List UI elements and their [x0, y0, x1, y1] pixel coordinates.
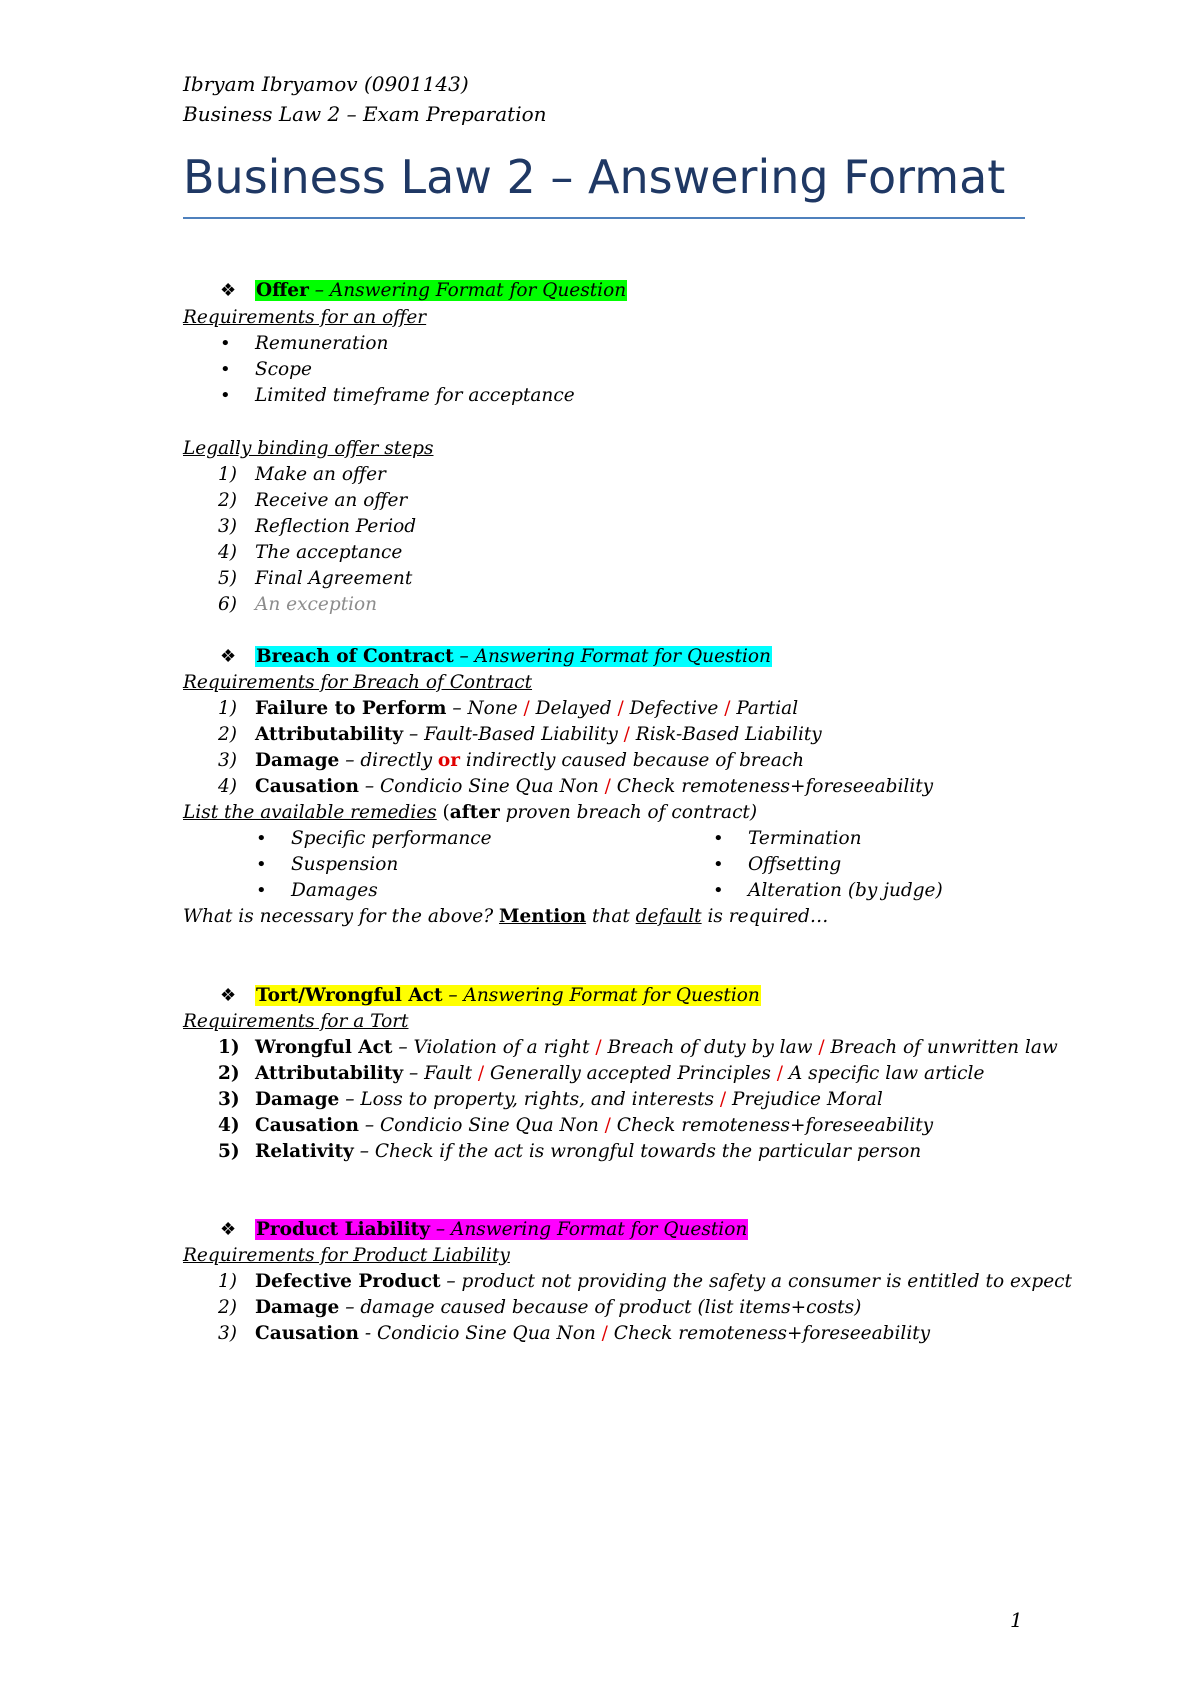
list-number: 3)	[218, 516, 237, 537]
list-number: 1)	[218, 464, 237, 485]
bullet-icon: •	[256, 828, 267, 849]
tort-requirements-title: Requirements for a Tort	[183, 1011, 409, 1032]
breach-requirements-title: Requirements for Breach of Contract	[183, 672, 533, 693]
bullet-icon: •	[220, 359, 231, 380]
list-item: Attributability – Fault-Based Liability / Risk-Based Liability	[255, 724, 822, 745]
list-item: Scope	[255, 359, 312, 380]
list-number: 2)	[218, 490, 237, 511]
header-author: Ibryam Ibryamov (0901143)	[183, 72, 469, 96]
offer-requirements-title: Requirements for an offer	[183, 307, 427, 328]
header-course: Business Law 2 – Exam Preparation	[183, 102, 547, 126]
page-title: Business Law 2 – Answering Format	[183, 150, 1006, 204]
list-number: 1)	[218, 698, 237, 719]
list-item: Specific performance	[291, 828, 492, 849]
list-item: Receive an offer	[255, 490, 408, 511]
diamond-bullet-icon: ❖	[220, 646, 237, 667]
list-number: 3)	[218, 1323, 237, 1344]
list-number: 2)	[218, 724, 237, 745]
list-number: 3)	[218, 1089, 240, 1110]
offer-steps-title: Legally binding offer steps	[183, 438, 434, 459]
page-number: 1	[1010, 1608, 1023, 1632]
list-number: 1)	[218, 1271, 237, 1292]
list-number: 6)	[218, 594, 237, 615]
list-item: Causation - Condicio Sine Qua Non / Check remoteness+foreseeability	[255, 1323, 931, 1344]
list-item: Wrongful Act – Violation of a right / Breach of duty by law / Breach of unwritten law	[255, 1037, 1058, 1058]
list-number: 5)	[218, 1141, 240, 1162]
list-item: Damage – directly or indirectly caused because of breach	[255, 750, 805, 771]
breach-note: What is necessary for the above? Mention that default is required…	[183, 906, 829, 927]
bullet-icon: •	[220, 333, 231, 354]
list-item: Suspension	[291, 854, 399, 875]
list-item: Alteration (by judge)	[748, 880, 943, 901]
title-rule	[183, 217, 1025, 219]
list-item: An exception	[255, 594, 378, 615]
section-heading-product: Product Liability – Answering Format for Question	[256, 1219, 748, 1240]
remedies-title: List the available remedies (after proven breach of contract)	[183, 802, 758, 823]
list-item: Offsetting	[748, 854, 842, 875]
list-number: 1)	[218, 1037, 240, 1058]
list-item: Make an offer	[255, 464, 386, 485]
list-item: The acceptance	[255, 542, 403, 563]
bullet-icon: •	[220, 385, 231, 406]
bullet-icon: •	[256, 854, 267, 875]
bullet-icon: •	[256, 880, 267, 901]
list-item: Causation – Condicio Sine Qua Non / Check remoteness+foreseeability	[255, 776, 934, 797]
bullet-icon: •	[713, 828, 724, 849]
list-number: 2)	[218, 1063, 240, 1084]
list-item: Remuneration	[255, 333, 389, 354]
list-number: 5)	[218, 568, 237, 589]
list-item: Attributability – Fault / Generally accepted Principles / A specific law article	[255, 1063, 985, 1084]
list-number: 4)	[218, 1115, 240, 1136]
list-number: 4)	[218, 542, 237, 563]
list-item: Defective Product – product not providing the safety a consumer is entitled to expect	[255, 1271, 1072, 1292]
list-item: Final Agreement	[255, 568, 413, 589]
diamond-bullet-icon: ❖	[220, 985, 237, 1006]
list-item: Damage – Loss to property, rights, and interests / Prejudice Moral	[255, 1089, 883, 1110]
list-item: Causation – Condicio Sine Qua Non / Check remoteness+foreseeability	[255, 1115, 934, 1136]
bullet-icon: •	[713, 880, 724, 901]
list-item: Damage – damage caused because of product (list items+costs)	[255, 1297, 862, 1318]
product-requirements-title: Requirements for Product Liability	[183, 1245, 510, 1266]
section-heading-breach: Breach of Contract – Answering Format for Question	[256, 646, 771, 667]
list-number: 2)	[218, 1297, 237, 1318]
list-item: Damages	[291, 880, 378, 901]
list-number: 4)	[218, 776, 237, 797]
list-item: Relativity – Check if the act is wrongful towards the particular person	[255, 1141, 922, 1162]
list-item: Limited timeframe for acceptance	[255, 385, 575, 406]
diamond-bullet-icon: ❖	[220, 1219, 237, 1240]
list-number: 3)	[218, 750, 237, 771]
bullet-icon: •	[713, 854, 724, 875]
list-item: Failure to Perform – None / Delayed / Defective / Partial	[255, 698, 799, 719]
list-item: Termination	[748, 828, 862, 849]
diamond-bullet-icon: ❖	[220, 280, 237, 301]
section-heading-tort: Tort/Wrongful Act – Answering Format for Question	[256, 985, 760, 1006]
section-heading-offer: Offer – Answering Format for Question	[256, 280, 627, 301]
list-item: Reflection Period	[255, 516, 417, 537]
